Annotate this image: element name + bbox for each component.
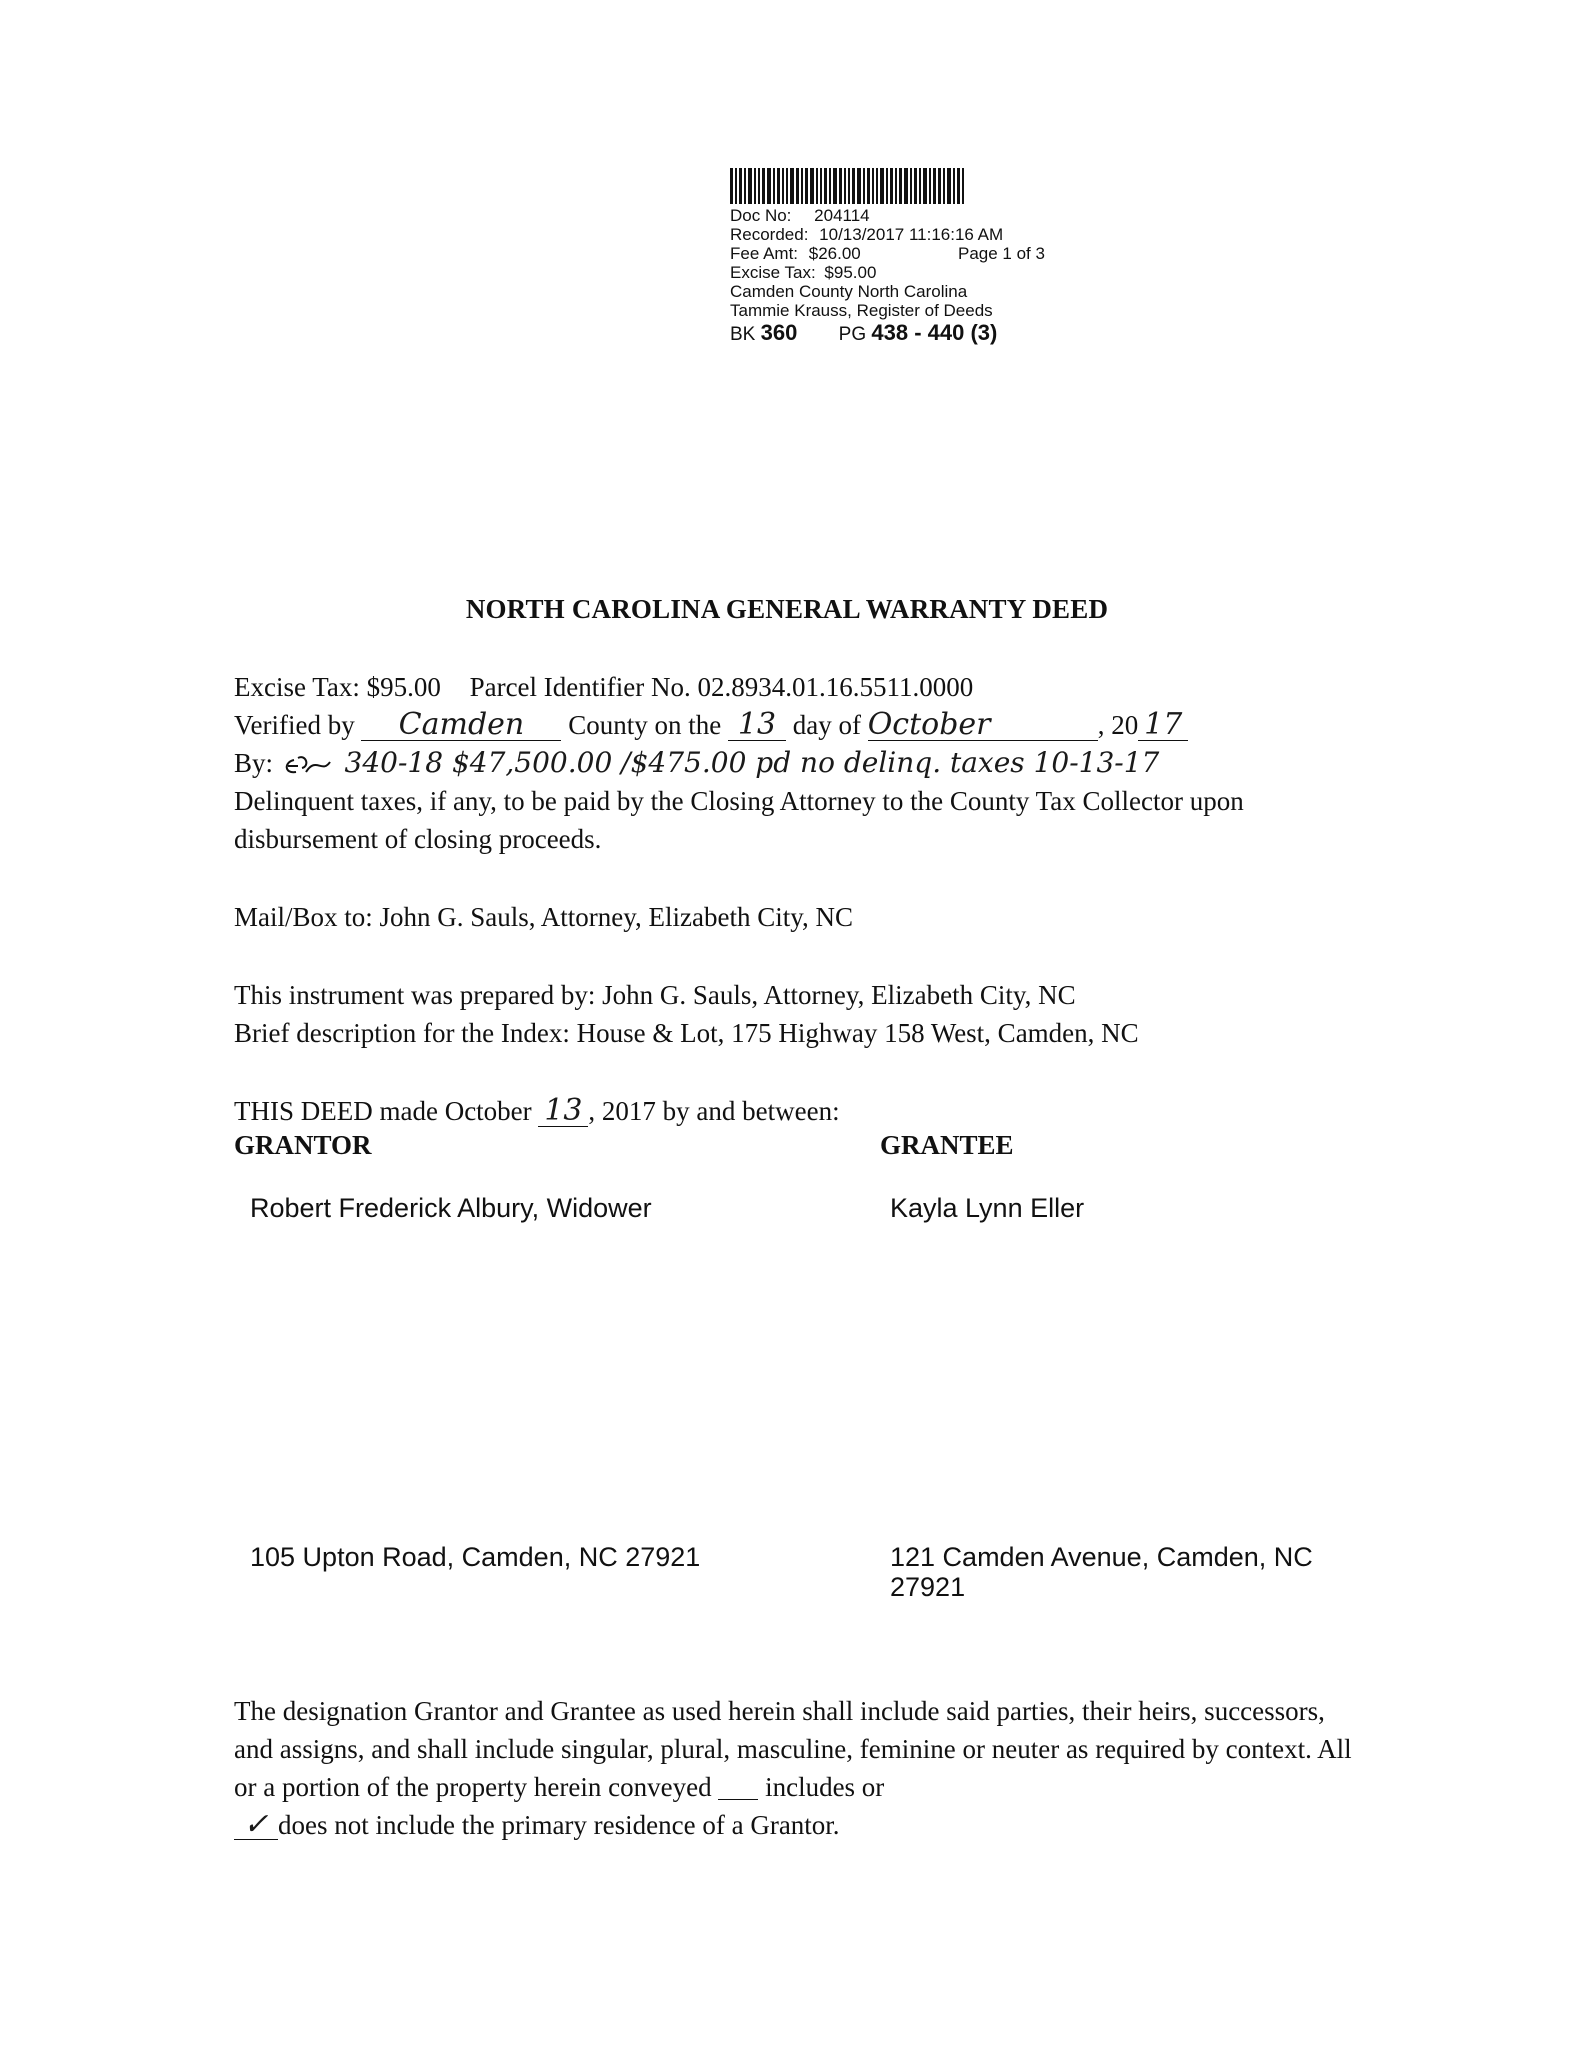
barcode (730, 168, 1070, 204)
by-line (234, 744, 1159, 782)
barcode-bar (962, 168, 964, 204)
verified-day: 13 (728, 710, 786, 741)
barcode-bar (890, 168, 893, 204)
doc-no-line (730, 206, 1070, 225)
barcode-bar (947, 168, 951, 204)
barcode-bar (895, 168, 897, 204)
barcode-bar (867, 168, 870, 204)
delinquent-taxes-text: Delinquent taxes, if any, to be paid by the Closing Attorney to the County Tax Collector upon disbursement of closing proceeds. (234, 786, 1244, 854)
barcode-bar (919, 168, 921, 204)
barcode-bar (754, 168, 756, 204)
deed-made-line (234, 1092, 840, 1130)
doc-no: 204114 (814, 206, 870, 225)
excise-stamp-label: Excise Tax: (730, 263, 816, 282)
barcode-bar (844, 168, 846, 204)
deed-made-prefix: THIS DEED made October (234, 1096, 532, 1126)
verified-prefix: Verified by (234, 710, 355, 740)
day-text: day of (792, 710, 861, 740)
deed-made-suffix: , 2017 by and between: (588, 1096, 840, 1126)
barcode-bar (852, 168, 855, 204)
pg-range: 438 - 440 (3) (871, 320, 998, 345)
barcode-bar (758, 168, 760, 204)
verified-year: 17 (1138, 710, 1188, 741)
barcode-bar (910, 168, 912, 204)
barcode-bar (801, 168, 803, 204)
barcode-bar (914, 168, 917, 204)
bk-label: BK (730, 324, 756, 345)
barcode-bar (938, 168, 941, 204)
barcode-bar (904, 168, 908, 204)
verified-county: Camden (361, 710, 561, 741)
includes-blank (718, 1775, 758, 1800)
barcode-bar (777, 168, 780, 204)
includes-text: includes or (765, 1772, 885, 1802)
page-of: Page 1 of 3 (958, 244, 1045, 263)
book-page-line (730, 320, 1070, 345)
barcode-bar (820, 168, 822, 204)
grantee-address: 121 Camden Avenue, Camden, NC 27921 (890, 1542, 1313, 1602)
grantee-heading: GRANTEE (880, 1130, 1014, 1160)
barcode-bar (863, 168, 865, 204)
barcode-bar (739, 168, 742, 204)
barcode-bar (933, 168, 936, 204)
barcode-bar (876, 168, 878, 204)
designation-paragraph (234, 1692, 1364, 1844)
barcode-bar (943, 168, 945, 204)
barcode-bar (929, 168, 931, 204)
excise-stamp-line (730, 263, 1070, 282)
does-not-include-check: ✓ (234, 1811, 278, 1840)
barcode-bar (880, 168, 884, 204)
barcode-bar (748, 168, 752, 204)
parcel-identifier: Parcel Identifier No. 02.8934.01.16.5511.0000 (469, 672, 974, 702)
barcode-bar (744, 168, 746, 204)
recording-stamp (730, 168, 1070, 344)
year-prefix: , 20 (1097, 710, 1139, 740)
barcode-bar (735, 168, 737, 204)
grantor-heading: GRANTOR (234, 1130, 372, 1160)
prepared-by: This instrument was prepared by: John G. Sauls, Attorney, Elizabeth City, NC (234, 980, 1076, 1010)
barcode-bar (872, 168, 874, 204)
stamp-county: Camden County North Carolina (730, 282, 968, 301)
by-notation: 340-18 $47,500.00 /$475.00 pd no delinq. taxes 10-13-17 (344, 746, 1160, 779)
barcode-bar (767, 168, 771, 204)
county-text: County on the (568, 710, 722, 740)
fee-label: Fee Amt: (730, 244, 799, 263)
recorded-line (730, 225, 1070, 244)
barcode-bar (730, 168, 733, 204)
doc-no-label: Doc No: (730, 206, 792, 225)
pg-label: PG (838, 324, 867, 345)
barcode-bar (848, 168, 850, 204)
barcode-bar (810, 168, 814, 204)
barcode-bar (957, 168, 960, 204)
fee-amount: $26.00 (808, 244, 861, 263)
excise-parcel-line (234, 668, 973, 706)
recorded-datetime: 10/13/2017 11:16:16 AM (819, 225, 1004, 244)
designation-text: The designation Grantor and Grantee as used herein shall include said parties, their heirs, successors, and assigns, and shall include singular, plural, masculine, feminine or neuter as required by context. All or a portion of the property herein conveyed (234, 1696, 1352, 1802)
deed-title: NORTH CAROLINA GENERAL WARRANTY DEED (465, 594, 1109, 624)
barcode-bar (953, 168, 955, 204)
signature-initials-icon (280, 752, 338, 780)
barcode-bar (857, 168, 861, 204)
barcode-bar (829, 168, 831, 204)
barcode-bar (824, 168, 827, 204)
verified-line (234, 706, 1188, 744)
deed-made-day: 13 (538, 1096, 588, 1127)
barcode-bar (816, 168, 818, 204)
barcode-bar (762, 168, 765, 204)
excise-stamp-amount: $95.00 (824, 263, 877, 282)
barcode-bar (833, 168, 837, 204)
barcode-bar (886, 168, 888, 204)
grantor-name: Robert Frederick Albury, Widower (250, 1193, 652, 1223)
stamp-register: Tammie Krauss, Register of Deeds (730, 301, 993, 320)
barcode-bar (923, 168, 927, 204)
barcode-bar (899, 168, 902, 204)
brief-description: Brief description for the Index: House & Lot, 175 Highway 158 West, Camden, NC (234, 1018, 1139, 1048)
barcode-bar (796, 168, 799, 204)
recorded-label: Recorded: (730, 225, 809, 244)
grantor-address: 105 Upton Road, Camden, NC 27921 (250, 1542, 701, 1572)
bk-number: 360 (760, 320, 798, 345)
barcode-bar (839, 168, 842, 204)
verified-month: October (868, 710, 1098, 741)
barcode-bar (782, 168, 784, 204)
barcode-bar (786, 168, 788, 204)
fee-line (730, 244, 1070, 263)
excise-tax: Excise Tax: $95.00 (234, 672, 441, 702)
does-not-include-text: does not include the primary residence of a Grantor. (278, 1810, 840, 1840)
grantee-name: Kayla Lynn Eller (890, 1193, 1085, 1223)
barcode-bar (805, 168, 808, 204)
barcode-bar (773, 168, 775, 204)
barcode-bar (790, 168, 794, 204)
mail-to: Mail/Box to: John G. Sauls, Attorney, Elizabeth City, NC (234, 902, 853, 932)
by-prefix: By: (234, 748, 274, 778)
